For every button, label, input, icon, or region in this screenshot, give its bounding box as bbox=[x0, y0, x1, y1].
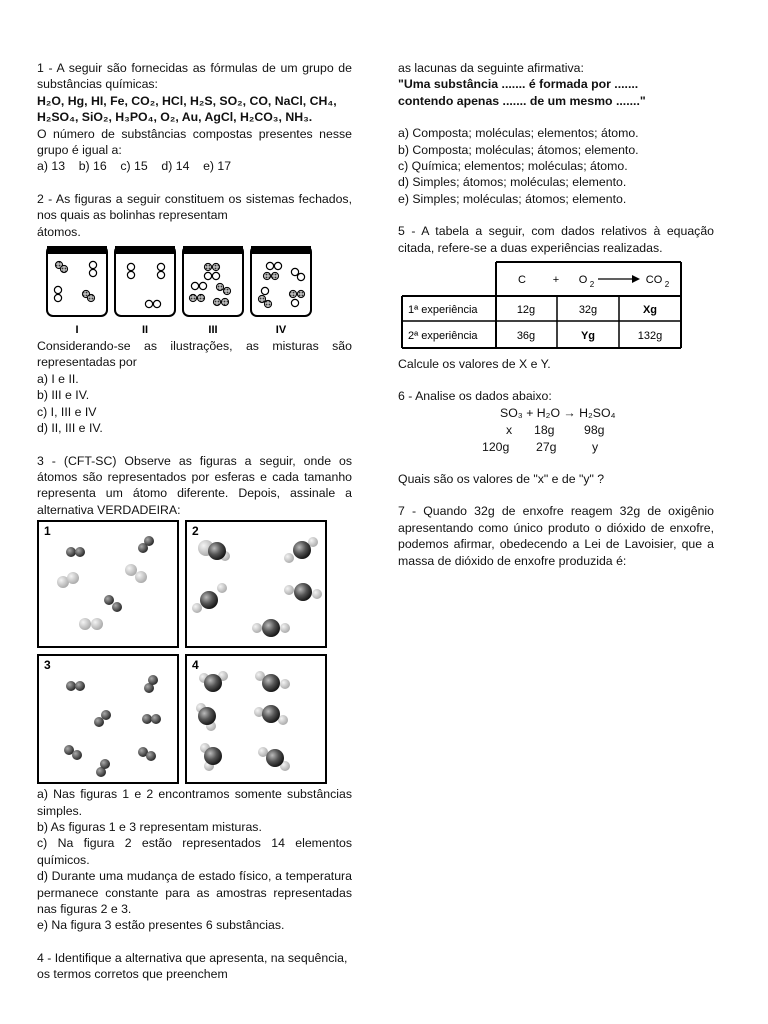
q1-question: O número de substâncias compostas presentes nesse grupo é igual a: bbox=[37, 126, 352, 158]
q2-option-d: d) II, III e IV. bbox=[37, 421, 103, 436]
q7-text: 7 - Quando 32g de enxofre reagem 32g de oxigênio apresentando como único produto o dióxido de enxofre, podemos afirmar, obedecendo a Lei de Lavoisier, que a massa de dióxido de enxofre produzida é: bbox=[398, 504, 714, 568]
container-label-1: I bbox=[75, 324, 79, 337]
q2-option-b: b) III e IV. bbox=[37, 388, 90, 403]
q5-intro: 5 - A tabela a seguir, com dados relativos à equação citada, refere-se a duas experiências realizadas. bbox=[398, 224, 714, 255]
q3-option-a: a) Nas figuras 1 e 2 encontramos somente substâncias simples. bbox=[37, 787, 352, 818]
row1-co2: Xg bbox=[642, 304, 658, 317]
q4-option-c: c) Química; elementos; moléculas; átomo. bbox=[398, 159, 628, 174]
q4-intro-cont: as lacunas da seguinte afirmativa: bbox=[398, 61, 584, 75]
q3-intro: 3 - (CFT-SC) Observe as figuras a seguir, onde os átomos são representados por esferas e cada tamanho representa um átomo diferente. Depois, assinale a alternativa VERDADEIRA: bbox=[37, 453, 352, 517]
q3-option-b: b) As figuras 1 e 3 representam misturas. bbox=[37, 819, 262, 834]
right-column bbox=[398, 60, 714, 569]
q6-row2-b: 27g bbox=[536, 439, 557, 454]
q5-table-svg bbox=[398, 260, 714, 356]
eq-carbon: C bbox=[518, 274, 526, 287]
q6-row2-c: y bbox=[592, 439, 599, 454]
row2-c: 36g bbox=[516, 330, 536, 343]
q2-option-c: c) I, III e IV bbox=[37, 404, 97, 419]
q4-statement-line1: "Uma substância ....... é formada por ....... bbox=[398, 77, 639, 92]
q2-question: Considerando-se as ilustrações, as misturas são representadas por bbox=[37, 339, 352, 370]
q3-option-e: e) Na figura 3 estão presentes 6 substâncias. bbox=[37, 918, 285, 933]
container-label-4: IV bbox=[275, 324, 287, 337]
q6-row1-b: 18g bbox=[534, 422, 555, 437]
container-4 bbox=[251, 246, 311, 316]
q1-options: a) 13 b) 16 c) 15 d) 14 e) 17 bbox=[37, 159, 232, 174]
eq-plus: + bbox=[552, 274, 560, 287]
q4-intro: 4 - Identifique a alternativa que apresenta, na sequência, os termos corretos que preenchem bbox=[37, 950, 348, 982]
row2-co2: 132g bbox=[637, 330, 663, 343]
q1-intro: 1 - A seguir são fornecidas as fórmulas de um grupo de substâncias químicas: bbox=[37, 61, 352, 92]
row1-c: 12g bbox=[516, 304, 536, 317]
q2-containers-figure bbox=[37, 246, 352, 338]
q2-option-a: a) I e II. bbox=[37, 371, 79, 386]
q1-formulas-line1: H₂O, Hg, HI, Fe, CO₂, HCl, H₂S, SO₂, CO, NaCl, CH₄, bbox=[37, 93, 337, 108]
q2-intro: 2 - As figuras a seguir constituem os sistemas fechados, nos quais as bolinhas representam bbox=[37, 191, 352, 223]
q6-question: Quais são os valores de "x" e de "y" ? bbox=[398, 471, 605, 486]
q4-option-b: b) Composta; moléculas; átomos; elemento. bbox=[398, 142, 639, 157]
q3-option-c: c) Na figura 2 estão representados 14 elementos químicos. bbox=[37, 836, 352, 867]
panel-label-4: 4 bbox=[192, 658, 199, 673]
left-column bbox=[37, 60, 352, 983]
eq-co2: CO bbox=[645, 274, 663, 287]
container-label-2: II bbox=[141, 324, 149, 337]
eq-oxygen: O bbox=[578, 274, 588, 287]
q6-intro: 6 - Analise os dados abaixo: bbox=[398, 389, 552, 404]
reaction-arrow-icon bbox=[598, 275, 640, 283]
q6-row1-c: 98g bbox=[584, 422, 605, 437]
panel-label-2: 2 bbox=[192, 524, 199, 539]
q4-option-d: d) Simples; átomos; moléculas; elemento. bbox=[398, 175, 627, 190]
row2-o2: Yg bbox=[580, 330, 596, 343]
q6-row1-a: x bbox=[506, 422, 513, 437]
container-2 bbox=[115, 246, 175, 316]
q1-formulas-line2: H₂SO₄, SiO₂, H₃PO₄, O₂, Au, AgCl, H₂CO₃, NH₃. bbox=[37, 110, 313, 125]
q4-statement-line2: contendo apenas ....... de um mesmo ......." bbox=[398, 93, 646, 108]
q4-option-a: a) Composta; moléculas; elementos; átomo. bbox=[398, 126, 639, 141]
eq-oxygen-sub: 2 bbox=[589, 280, 595, 290]
q6-data-block bbox=[398, 405, 714, 455]
eq-co2-sub: 2 bbox=[664, 280, 670, 290]
row2-label: 2ª experiência bbox=[408, 330, 478, 343]
panel-label-3: 3 bbox=[44, 658, 51, 673]
q3-molecules-figure bbox=[37, 520, 352, 786]
container-1 bbox=[47, 246, 107, 316]
container-label-3: III bbox=[208, 324, 218, 337]
q3-option-d: d) Durante uma mudança de estado físico, a temperatura permanece constante para as amostras representadas nas figuras 2 e 3. bbox=[37, 869, 352, 916]
q2-intro-cont: átomos. bbox=[37, 224, 81, 239]
q6-equation: SO₃ + H₂O → H₂SO₄ bbox=[500, 405, 616, 420]
q4-option-e: e) Simples; moléculas; átomos; elemento. bbox=[398, 191, 627, 206]
q2-containers-svg bbox=[37, 246, 352, 338]
q6-row2-a: 120g bbox=[482, 439, 510, 454]
panel-label-1: 1 bbox=[44, 524, 51, 539]
q3-molecules-svg bbox=[37, 520, 352, 786]
container-3 bbox=[183, 246, 243, 316]
row1-label: 1ª experiência bbox=[408, 304, 478, 317]
q5-table-figure bbox=[398, 260, 714, 356]
q5-question: Calcule os valores de X e Y. bbox=[398, 357, 551, 372]
row1-o2: 32g bbox=[578, 304, 598, 317]
